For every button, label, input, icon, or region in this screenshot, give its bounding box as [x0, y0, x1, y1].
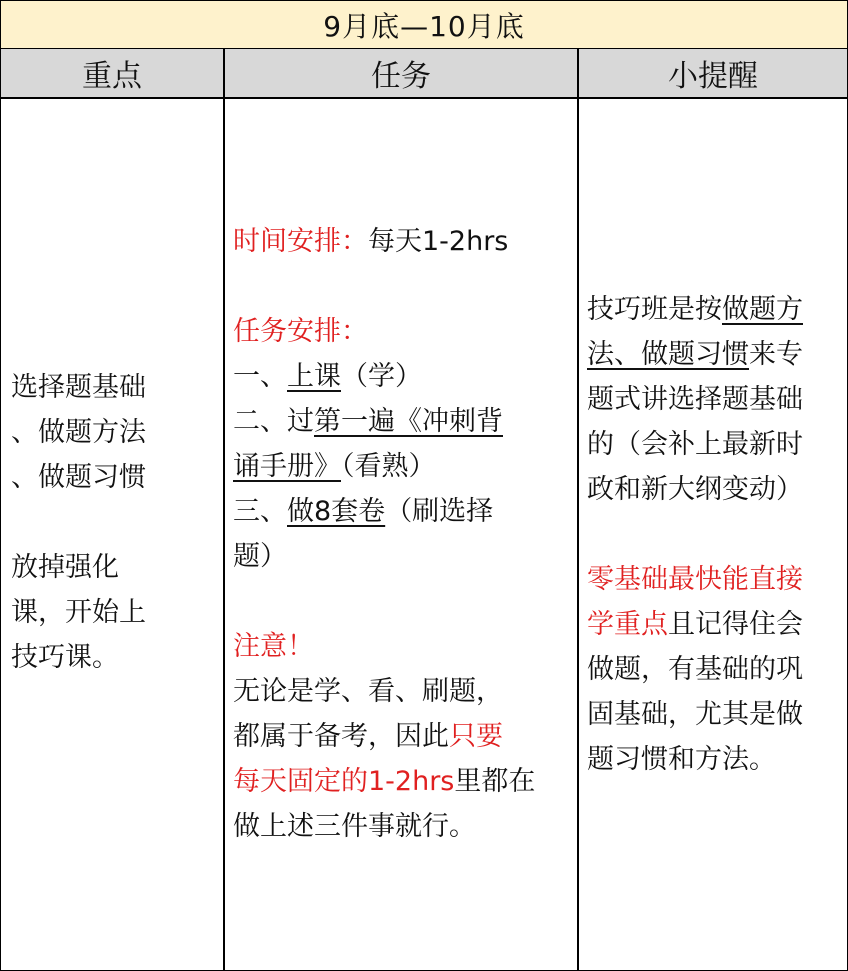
notice-line: [233, 714, 535, 759]
tip-underline: 做题方: [722, 294, 803, 325]
notice-line: 做上述三件事就行。: [233, 811, 476, 842]
focus-line: 选择题基础: [11, 372, 146, 403]
tip-highlight: 学重点: [587, 609, 668, 640]
header-tasks: 任务: [371, 59, 431, 94]
focus-cell: [11, 365, 146, 680]
task-item-note: （刷选择: [385, 496, 494, 527]
task-item-3: [233, 489, 535, 534]
time-line: [233, 219, 535, 264]
task-item-prefix: 二、过: [233, 406, 314, 437]
focus-line: 、做题方法: [11, 417, 146, 448]
task-item-link: 上课: [287, 361, 341, 392]
focus-line: 放掉强化: [11, 552, 119, 583]
task-label: 任务安排：: [233, 316, 368, 347]
column-divider-2: [577, 49, 579, 970]
notice-text: 都属于备考，因此: [233, 721, 449, 752]
tip-text: 且记得住会: [668, 609, 803, 640]
notice-line: 无论是学、看、刷题，: [233, 676, 503, 707]
time-label: 时间安排：: [233, 226, 368, 257]
tip-line: [587, 287, 803, 332]
task-item-link: 做8套卷: [287, 496, 386, 527]
focus-line: 课，开始上: [11, 597, 146, 628]
task-item-link: 第一遍《冲刺背: [314, 406, 503, 437]
notice-text: 里都在: [454, 766, 536, 797]
tip-line: [587, 332, 803, 377]
header-row: [1, 49, 847, 99]
tip-line: 零基础最快能直接: [587, 564, 803, 595]
tips-cell: [587, 287, 803, 782]
tip-line: 题式讲选择题基础: [587, 384, 803, 415]
task-item-2: [233, 399, 535, 444]
time-value: 每天1-2hrs: [368, 226, 509, 257]
notice-highlight: 只要: [449, 721, 503, 752]
tip-text: 来专: [749, 339, 803, 370]
tip-line: 做题，有基础的巩: [587, 654, 803, 685]
tip-line: 的（会补上最新时: [587, 429, 803, 460]
period-title: 9月底—10月底: [1, 1, 847, 49]
tip-underline: 法、做题习惯: [587, 339, 749, 370]
notice-label: 注意！: [233, 631, 314, 662]
tip-text: 技巧班是按: [587, 294, 722, 325]
task-item-link: 诵手册》: [233, 451, 341, 482]
tip-line: 政和新大纲变动）: [587, 474, 803, 505]
notice-highlight: 每天固定的1-2hrs: [233, 766, 455, 797]
task-item-3-cont: 题）: [233, 541, 287, 572]
tip-line: 固基础，尤其是做: [587, 699, 803, 730]
header-tips: 小提醒: [668, 59, 758, 94]
task-item-note: （学）: [341, 361, 422, 392]
task-item-prefix: 三、: [233, 496, 287, 527]
notice-line: [233, 759, 535, 804]
tip-line: [587, 602, 803, 647]
focus-line: 技巧课。: [11, 642, 119, 673]
tip-line: 题习惯和方法。: [587, 744, 776, 775]
column-divider-1: [223, 49, 225, 970]
task-item-note: （看熟）: [341, 451, 436, 482]
task-item-2-cont: [233, 444, 535, 489]
task-item-1: [233, 354, 535, 399]
header-focus: 重点: [82, 59, 142, 94]
task-item-prefix: 一、: [233, 361, 287, 392]
focus-line: 、做题习惯: [11, 462, 146, 493]
tasks-cell: [233, 219, 535, 849]
